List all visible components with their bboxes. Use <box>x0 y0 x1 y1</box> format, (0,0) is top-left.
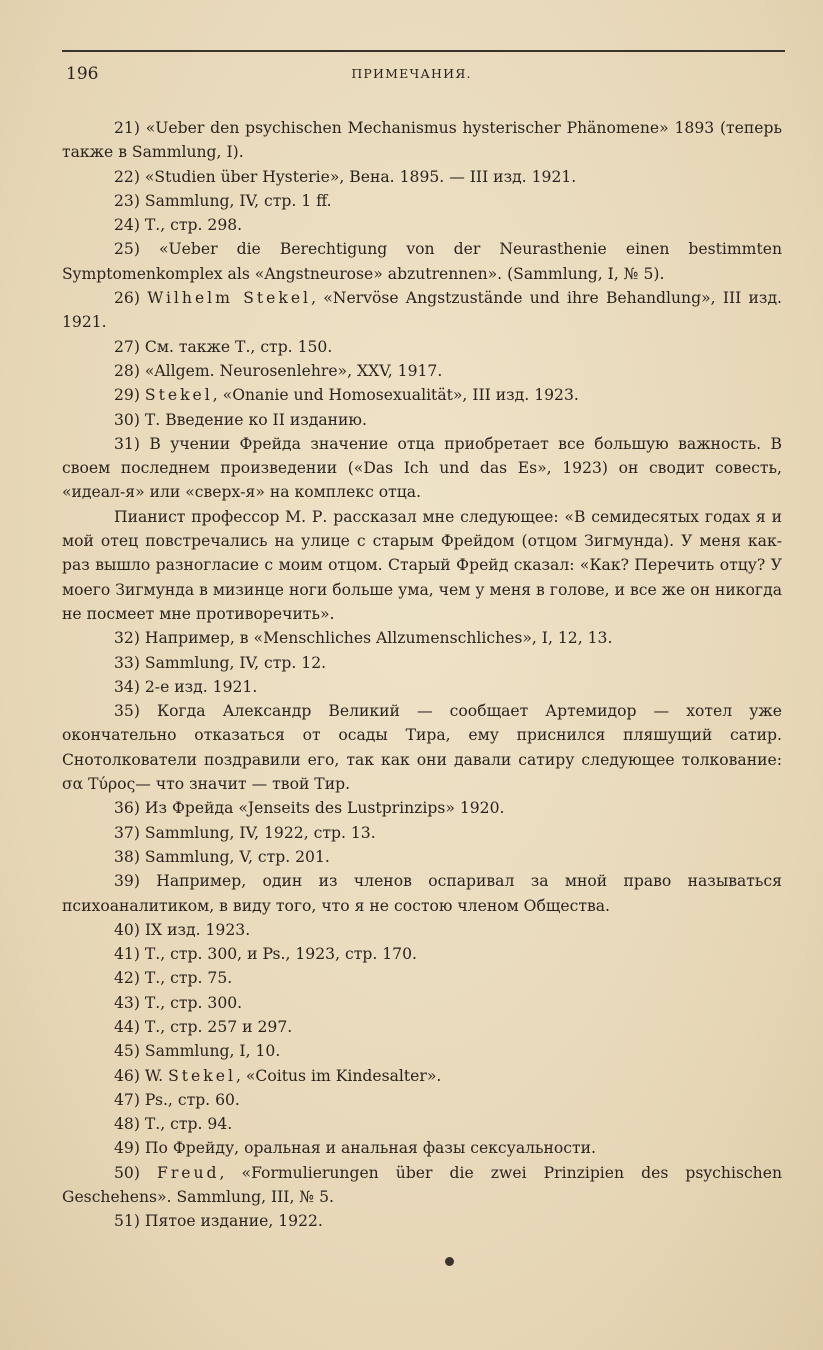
note-n41 <box>62 942 782 966</box>
note-text: 21) «Ueber den psychischen Mechanismus hysterischer Phänomene» 1893 (теперь также в Sammlung, I). <box>62 119 782 162</box>
note-text: , «Coitus im Kindesalter». <box>235 1066 442 1085</box>
note-text: 23) Sammlung, IV, стр. 1 ff. <box>114 191 332 210</box>
note-text: 46) W. <box>114 1066 169 1085</box>
note-text: 26) <box>114 289 148 308</box>
note-n35 <box>62 699 782 796</box>
spaced-name: Wilhelm Stekel <box>147 289 312 308</box>
spaced-name: Stekel <box>168 1066 236 1085</box>
note-n40 <box>62 918 782 942</box>
note-n45 <box>62 1039 782 1063</box>
note-n38 <box>62 845 782 869</box>
note-n46 <box>62 1064 782 1088</box>
note-n39 <box>62 869 782 918</box>
note-n26 <box>62 286 782 335</box>
running-title: ПРИМЕЧАНИЯ. <box>351 66 472 81</box>
note-n37 <box>62 821 782 845</box>
note-n32 <box>62 626 782 650</box>
note-text: 30) Т. Введение ко II изданию. <box>114 410 367 429</box>
note-text: 27) См. также Т., стр. 150. <box>114 337 333 356</box>
note-text: 44) Т., стр. 257 и 297. <box>114 1017 293 1036</box>
note-text: 32) Например, в «Menschliches Allzumenschliches», I, 12, 13. <box>114 629 613 648</box>
page-number: 196 <box>66 64 99 84</box>
note-text: 41) Т., стр. 300, и Ps., 1923, стр. 170. <box>114 945 417 964</box>
note-n33 <box>62 651 782 675</box>
note-text: 40) IX изд. 1923. <box>114 920 251 939</box>
note-text: 37) Sammlung, IV, 1922, стр. 13. <box>114 823 376 842</box>
note-text: , «Nervöse Angstzustände und ihre Behandlung», III изд. 1921. <box>62 289 782 332</box>
note-n31b <box>62 505 782 626</box>
note-text: 49) По Фрейду, оральная и анальная фазы сексуальности. <box>114 1139 597 1158</box>
note-text: , «Formulierungen über die zwei Prinzipien des psychischen Geschehens». Sammlung, III, № 5. <box>62 1163 782 1207</box>
note-text: 36) Из Фрейда «Jenseits des Lustprinzips» 1920. <box>114 799 505 818</box>
note-n23 <box>62 189 782 213</box>
note-n28 <box>62 359 782 383</box>
note-text: 25) «Ueber die Berechtigung von der Neurasthenie einen bestimmten Symptomenkomplex als «Angstneurose» abzutrennen». (Sammlung, I, № 5). <box>62 240 782 283</box>
note-text: 47) Ps., стр. 60. <box>114 1090 240 1109</box>
note-n51 <box>62 1209 782 1233</box>
note-text: 38) Sammlung, V, стр. 201. <box>114 847 330 866</box>
note-text: 43) Т., стр. 300. <box>114 993 243 1012</box>
spaced-name: Stekel <box>144 386 213 405</box>
header-rule <box>62 50 785 52</box>
note-n49 <box>62 1136 782 1160</box>
note-n42 <box>62 966 782 990</box>
note-text: 29) <box>114 386 145 405</box>
note-text: 39) Например, один из членов оспаривал за мной право называться психоаналитиком, в виду того, что я не состою членом Общества. <box>62 872 782 915</box>
note-n44 <box>62 1015 782 1039</box>
note-text: 31) В учении Фрейда значение отца приобретает все большую важность. В своем последнем произведении («Das Ich und das Es», 1923) он сводит совесть, «идеал-я» или «сверх-я» на комплекс отца. <box>62 434 782 502</box>
note-text: 51) Пятое издание, 1922. <box>114 1212 323 1231</box>
note-n36 <box>62 796 782 820</box>
note-n43 <box>62 991 782 1015</box>
note-text: 48) Т., стр. 94. <box>114 1115 233 1134</box>
note-text: 50) <box>114 1163 157 1182</box>
note-n31 <box>62 432 782 505</box>
note-n25 <box>62 237 782 286</box>
note-n29 <box>62 383 782 407</box>
note-text: Пианист профессор М. Р. рассказал мне следующее: «В семидесятых годах я и мой отец повстречались на улице с старым Фрейдом (отцом Зигмунда). У меня как-раз вышло разногласие с моим отцом. Старый Фрейд сказал: «Как? Перечить отцу? У моего Зигмунда в мизинце ноги больше ума, чем у меня в голове, и все же он никогда не посмеет мне противоречить». <box>62 507 782 623</box>
bottom-ornament <box>445 1257 454 1266</box>
spaced-name: Freud <box>157 1163 220 1182</box>
note-n30 <box>62 408 782 432</box>
note-n50 <box>62 1161 782 1210</box>
note-text: 28) «Allgem. Neurosenlehre», XXV, 1917. <box>114 361 443 380</box>
note-text: 35) Когда Александр Великий — сообщает Артемидор — хотел уже окончательно отказаться от осады Тира, ему приснился пляшущий сатир. Снотолкователи поздравили его, так как они давали сатиру следующее толкование: σα Τύρος— что значит — твой Тир. <box>62 702 782 794</box>
note-text: 22) «Studien über Hysterie», Вена. 1895. — III изд. 1921. <box>114 167 577 186</box>
note-text: 45) Sammlung, I, 10. <box>114 1042 281 1061</box>
note-n21 <box>62 116 782 165</box>
note-n27 <box>62 335 782 359</box>
note-text: 34) 2-е изд. 1921. <box>114 677 258 696</box>
notes-body <box>62 116 782 1234</box>
note-n24 <box>62 213 782 237</box>
note-n22 <box>62 165 782 189</box>
note-n47 <box>62 1088 782 1112</box>
note-n34 <box>62 675 782 699</box>
note-text: 33) Sammlung, IV, стр. 12. <box>114 653 327 672</box>
note-text: 42) Т., стр. 75. <box>114 969 233 988</box>
note-text: 24) Т., стр. 298. <box>114 216 243 235</box>
note-n48 <box>62 1112 782 1136</box>
note-text: , «Onanie und Homosexualität», III изд. 1923. <box>212 386 579 405</box>
